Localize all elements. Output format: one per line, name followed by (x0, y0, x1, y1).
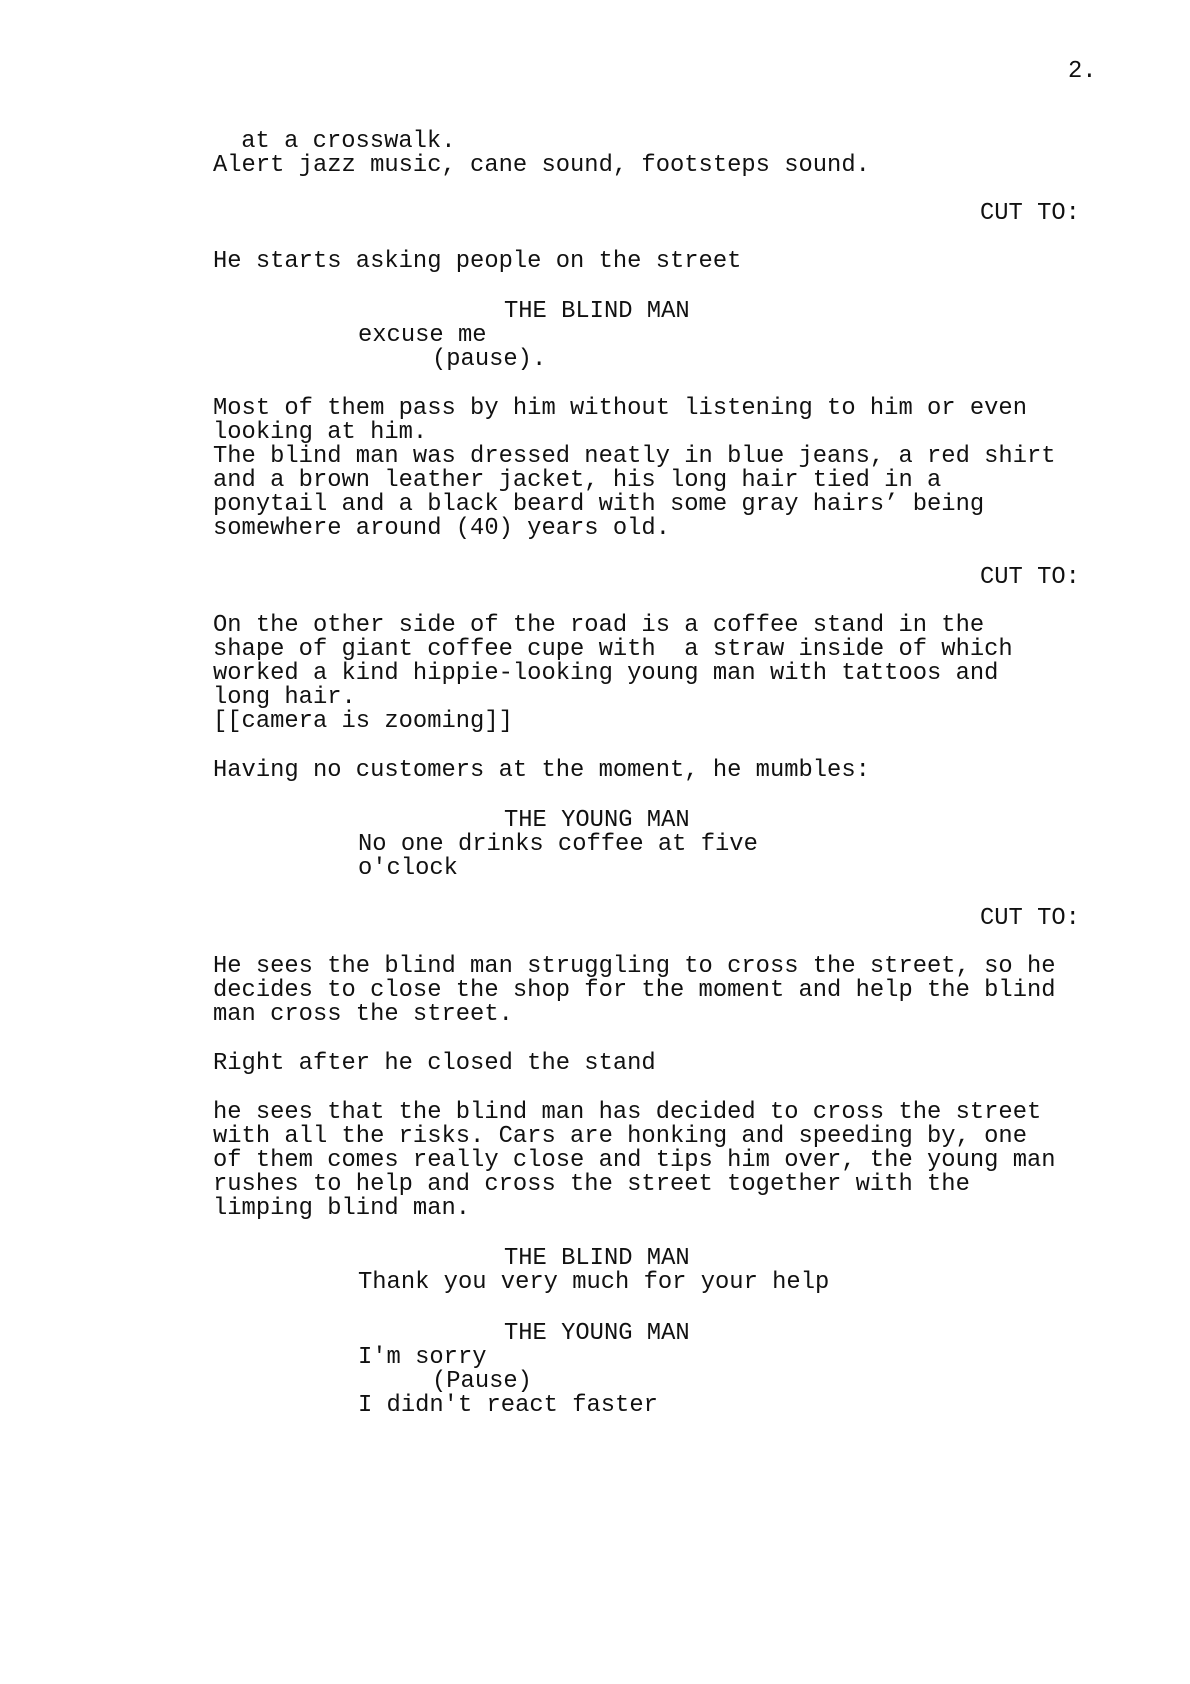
action-line: On the other side of the road is a coffee stand in the (213, 612, 985, 639)
action-line: He sees the blind man struggling to cross the street, so he (213, 953, 1056, 980)
page-number: 2. (1068, 58, 1097, 85)
character-cue: THE BLIND MAN (504, 1245, 690, 1272)
action-line: rushes to help and cross the street together with the (213, 1171, 970, 1198)
dialogue-line: I'm sorry (358, 1344, 487, 1371)
action-line: decides to close the shop for the moment and help the blind (213, 977, 1056, 1004)
dialogue-line: excuse me (358, 322, 487, 349)
action-line: long hair. (213, 684, 356, 711)
action-line: limping blind man. (213, 1195, 471, 1222)
character-cue: THE BLIND MAN (504, 298, 690, 325)
action-line: man cross the street. (213, 1001, 513, 1028)
parenthetical: (pause). (432, 346, 547, 373)
action-line: at a crosswalk. (227, 128, 456, 155)
character-cue: THE YOUNG MAN (504, 1320, 690, 1347)
action-line: of them comes really close and tips him over, the young man (213, 1147, 1056, 1174)
dialogue-line: Thank you very much for your help (358, 1269, 830, 1296)
action-line: Alert jazz music, cane sound, footsteps sound. (213, 152, 870, 179)
parenthetical: (Pause) (432, 1368, 532, 1395)
dialogue-line: No one drinks coffee at five (358, 831, 758, 858)
action-line: He starts asking people on the street (213, 248, 742, 275)
action-line: and a brown leather jacket, his long hair tied in a (213, 467, 942, 494)
action-line: he sees that the blind man has decided to cross the street (213, 1099, 1042, 1126)
action-line: worked a kind hippie-looking young man with tattoos and (213, 660, 999, 687)
dialogue-line: I didn't react faster (358, 1392, 658, 1419)
action-line: Most of them pass by him without listening to him or even (213, 395, 1027, 422)
action-line: looking at him. (213, 419, 428, 446)
action-line: [[camera is zooming]] (213, 708, 513, 735)
action-line: Right after he closed the stand (213, 1050, 656, 1077)
action-line: ponytail and a black beard with some gray hairs’ being (213, 491, 985, 518)
action-line: The blind man was dressed neatly in blue jeans, a red shirt (213, 443, 1056, 470)
transition: CUT TO: (980, 905, 1080, 932)
action-line: Having no customers at the moment, he mumbles: (213, 757, 870, 784)
transition: CUT TO: (980, 200, 1080, 227)
transition: CUT TO: (980, 564, 1080, 591)
action-line: with all the risks. Cars are honking and speeding by, one (213, 1123, 1027, 1150)
dialogue-line: o'clock (358, 855, 458, 882)
action-line: shape of giant coffee cupe with a straw inside of which (213, 636, 1013, 663)
character-cue: THE YOUNG MAN (504, 807, 690, 834)
action-line: somewhere around (40) years old. (213, 515, 670, 542)
